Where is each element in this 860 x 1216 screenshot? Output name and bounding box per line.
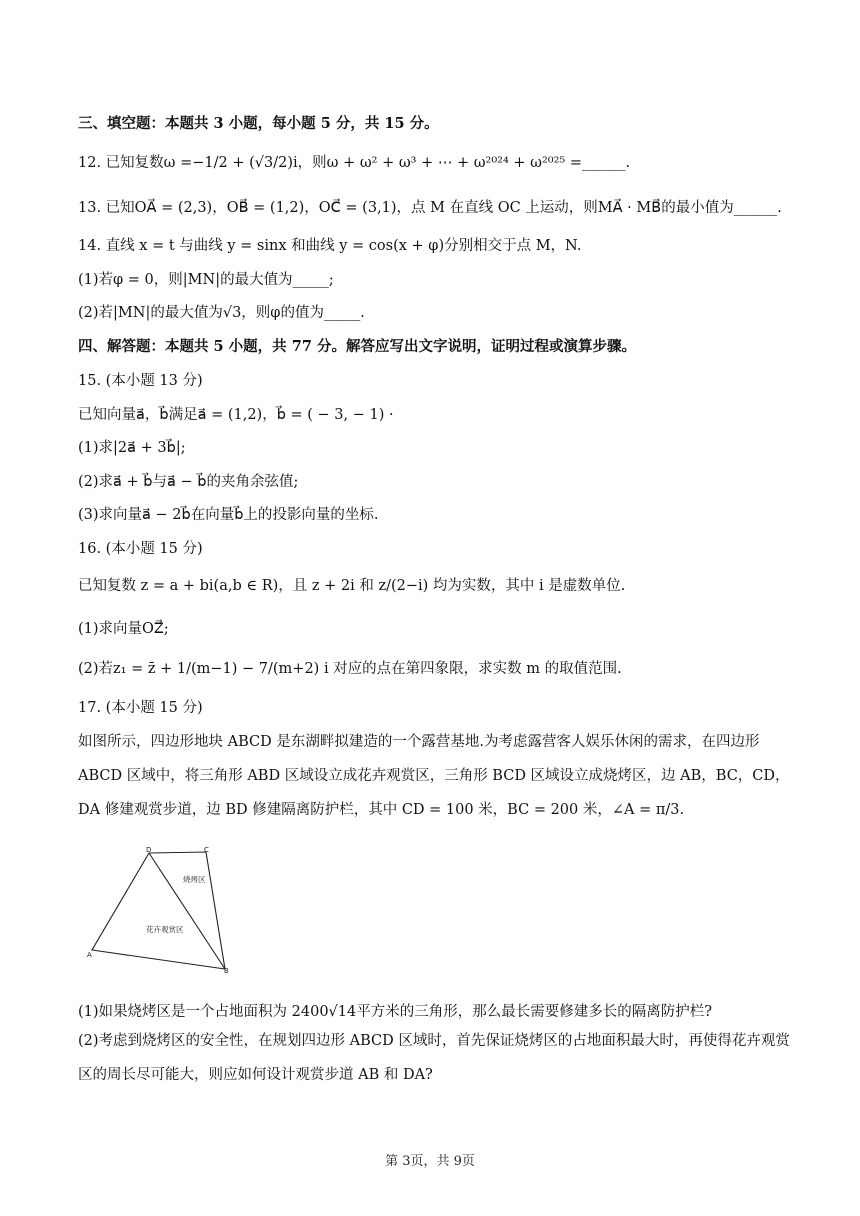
vertex-label-c: C xyxy=(204,846,209,854)
campsite-figure xyxy=(84,845,244,975)
vertex-label-a: A xyxy=(87,951,92,959)
question-16-stem: 已知复数 z = a + bi(a,b ∈ R)，且 z + 2i 和 z/(2−i) 均为实数，其中 i 是虚数单位. xyxy=(78,578,626,594)
question-15-title: 15. (本小题 13 分) xyxy=(78,373,203,389)
flower-area-label: 花卉观赏区 xyxy=(146,925,184,934)
question-16-part-2: (2)若z₁ = z̄ + 1/(m−1) − 7/(m+2) i 对应的点在第四象限，求实数 m 的取值范围. xyxy=(78,661,622,677)
question-13: 13. 已知OA⃗ = (2,3)，OB⃗ = (1,2)，OC⃗ = (3,1)，点 M 在直线 OC 上运动，则MA⃗ · MB⃗的最小值为______. xyxy=(78,200,782,216)
question-14-stem: 14. 直线 x = t 与曲线 y = sinx 和曲线 y = cos(x + φ)分别相交于点 M，N. xyxy=(78,238,582,254)
question-14-part-1: (1)若φ = 0，则|MN|的最大值为_____; xyxy=(78,272,334,288)
question-15-part-2: (2)求a⃗ + b⃗与a⃗ − b⃗的夹角余弦值; xyxy=(78,474,299,490)
question-15-part-3: (3)求向量a⃗ − 2b⃗在向量b⃗上的投影向量的坐标. xyxy=(78,507,379,523)
question-17-title: 17. (本小题 15 分) xyxy=(78,700,203,716)
question-15-part-1: (1)求|2a⃗ + 3b⃗|; xyxy=(78,440,186,456)
question-15-stem: 已知向量a⃗，b⃗满足a⃗ = (1,2)，b⃗ = ( − 3, − 1) · xyxy=(78,407,394,423)
vertex-label-d: D xyxy=(146,846,152,854)
question-17-part-2: (2)考虑到烧烤区的安全性，在规划四边形 ABCD 区域时，首先保证烧烤区的占地面积最大时，再使得花卉观赏区的周长尽可能大，则应如何设计观赏步道 AB 和 DA? xyxy=(78,1033,790,1083)
question-16-part-1: (1)求向量OZ⃗; xyxy=(78,621,169,637)
vertex-label-b: B xyxy=(224,967,229,975)
question-14-part-2: (2)若|MN|的最大值为√3，则φ的值为_____. xyxy=(78,305,365,321)
section-heading-answer: 四、解答题：本题共 5 小题，共 77 分。解答应写出文字说明，证明过程或演算步骤。 xyxy=(78,338,636,355)
question-17-part-1: (1)如果烧烤区是一个占地面积为 2400√14平方米的三角形，那么最长需要修建多长的隔离防护栏? xyxy=(78,1004,713,1020)
segment-bd xyxy=(149,853,225,969)
bbq-area-label: 烧烤区 xyxy=(183,875,206,884)
question-12: 12. 已知复数ω =−1/2 + (√3/2)i，则ω + ω² + ω³ + ⋯ + ω²⁰²⁴ + ω²⁰²⁵ =______. xyxy=(78,155,631,171)
section-heading-fill-in: 三、填空题：本题共 3 小题，每小题 5 分，共 15 分。 xyxy=(78,115,439,132)
page-number: 第 3页，共 9页 xyxy=(385,1154,475,1169)
question-16-title: 16. (本小题 15 分) xyxy=(78,541,203,557)
quadrilateral-diagram xyxy=(84,845,244,975)
quadrilateral-abcd xyxy=(92,852,225,969)
question-17-stem: 如图所示，四边形地块 ABCD 是东湖畔拟建造的一个露营基地.为考虑露营客人娱乐休闲的需求，在四边形 ABCD 区域中，将三角形 ABD 区域设立成花卉观赏区，三角形 BCD 区域设立成烧烤区，边 AB，BC，CD，DA 修建观赏步道，边 BD 修建隔离防护栏，其中 CD = 100 米，BC = 200 米，∠A = π/3. xyxy=(78,734,790,818)
